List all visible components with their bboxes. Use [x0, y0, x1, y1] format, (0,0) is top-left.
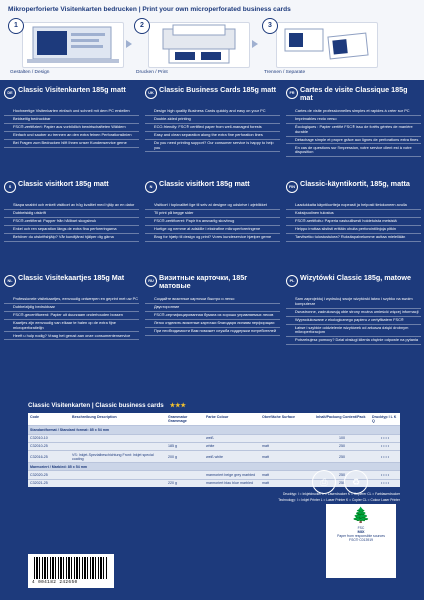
cell-printtype: • • • •: [370, 479, 400, 487]
list-item: Imprimables recto verso: [286, 116, 421, 124]
lang-title: Classic Visitenkarten 185g matt: [18, 85, 126, 94]
cell-desc: [70, 434, 166, 442]
list-item: Visitkort i topkvalitet lige til selv at designe og udskrive i øjeblikket: [145, 202, 280, 210]
cell-surface: matt: [260, 442, 314, 450]
fsc-mix: MIX: [357, 529, 365, 534]
cell-printtype: • • • •: [370, 450, 400, 462]
cell-desc: [70, 479, 166, 487]
list-item: Laadukkaita käyntikortteja nopeasti ja helposti tietokoneen avulla: [286, 202, 421, 210]
cell-code: C32016-25: [28, 450, 70, 462]
list-item: Tarvitsetko tulostustukea? Ruksitapalvelumme auttaa mielellään: [286, 234, 421, 242]
barcode: [28, 554, 114, 588]
lang-block-s: [4, 180, 139, 242]
table-header: Oberfläche Surface: [260, 413, 314, 426]
list-item: Łatwe i szybkie oddzielenie wizytówek od arkusza dzięki drobnym mikroperforacjom: [286, 325, 421, 338]
table-header: Code: [28, 413, 70, 426]
list-item: FSC®-zertifiziert: Papier aus vorbildlich bewirtschafteten Wäldern: [4, 124, 139, 132]
cell-surface: [260, 434, 314, 442]
list-item: Heeft u hulp nodig? Vraag het gerust aan onze consumentenservice: [4, 332, 139, 340]
list-item: Enkel och ren separation längs de extra fina perforeringarna: [4, 226, 139, 234]
list-item: FSC®-gecertificeerd: Papier uit duurzaam onderhouden bossen: [4, 312, 139, 320]
list-item: Do you need printing support? Our consumer service is happy to help you: [145, 140, 280, 153]
table-header-row: [28, 413, 400, 426]
cell-color: white: [204, 442, 260, 450]
cell-printtype: • • • •: [370, 442, 400, 450]
cell-gram: [166, 471, 204, 479]
table-title-text: Classic Visitenkarten | Classic business cards: [28, 402, 164, 409]
step-number-2: 2: [134, 18, 150, 34]
product-table-section: [28, 402, 400, 487]
lang-title: Визитные карточки, 185г матовые: [159, 273, 248, 290]
header-band: [0, 0, 424, 80]
step-number-1: 1: [8, 18, 24, 34]
list-item: Til print på begge sider: [145, 210, 280, 218]
step-caption-2: Drucken / Print: [136, 70, 168, 75]
list-item: Dubbelzijdig bedrukbaar: [4, 304, 139, 312]
table-header: Farbe Colour: [204, 413, 260, 426]
lang-title: Classic visitkort 185g matt: [18, 179, 109, 188]
cell-desc: [70, 471, 166, 479]
step-separate-illustration: [276, 22, 378, 68]
laptop-illustration: [23, 23, 123, 67]
lang-title: Classic Business Cards 185g matt: [159, 85, 277, 94]
cell-content: 250: [314, 479, 370, 487]
fsc-logo: [326, 504, 396, 578]
cell-desc: VS: Inkjet-Spezialbeschichtung Front: Inkjet special coating: [70, 450, 166, 462]
lang-block-de: [4, 86, 139, 148]
cell-gram: [166, 434, 204, 442]
product-table: [28, 413, 400, 487]
list-item: ECO-friendly: FSC® certified paper from well-managed forests: [145, 124, 280, 132]
legend-line-2: Technology: I = Inkjet Printer L = Laser Printer K = Copier CL = Colour Laser Printer: [278, 498, 400, 502]
list-item: Design high quality Business Cards quickly and easy on your PC: [145, 108, 280, 116]
recycle-icon: ♻: [344, 470, 368, 494]
arrow-right-icon: [126, 40, 132, 48]
list-item: Potrzebujesz pomocy? Dział obsługi klienta chętnie odpowie na pytania: [286, 337, 421, 345]
lang-badge: S: [4, 181, 16, 193]
step-caption-3: Trennen / Separate: [264, 70, 306, 75]
list-item: Double-sided printing: [145, 116, 280, 124]
cell-surface: matt: [260, 450, 314, 462]
list-item: Skapa snabbt och enkelt visitkort av hög kvalitet med hjälp av en dator: [4, 202, 139, 210]
table-group-row: [28, 426, 400, 434]
cell-surface: matt: [260, 479, 314, 487]
barcode-bars: [34, 557, 108, 579]
table-header: Inhalt/Packung Content/Pack: [314, 413, 370, 426]
list-item: Sam zaprojektuj i wydrukuj swoje wizytówki łatwo i szybko na swoim komputerze: [286, 296, 421, 309]
list-item: Einfach und sauber zu trennen an den extra feinen Perforationslinien: [4, 132, 139, 140]
printer-illustration: [149, 23, 249, 67]
cell-content: 250: [314, 471, 370, 479]
barcode-number: 4 004182 242650: [32, 580, 78, 585]
lang-block-ru: [145, 274, 280, 336]
cell-content: 250: [314, 450, 370, 462]
step-design-illustration: [22, 22, 124, 68]
list-item: Hochwertige Visitenkarten einfach und schnell mit dem PC erstellen: [4, 108, 139, 116]
group-label: Marmoriert / Marbled: 85 x 54 mm: [28, 463, 400, 471]
cell-code: C32020-25: [28, 471, 70, 479]
lang-block-fr: [286, 86, 421, 157]
lang-title: Classic visitkort 185g matt: [159, 179, 250, 188]
cell-color: weiß white: [204, 450, 260, 462]
list-item: FSC®-сертифицированная бумага из хорошо управляемых лесов: [145, 312, 280, 320]
lang-title: Classic Visitekaartjes 185g Mat: [18, 273, 125, 282]
list-item: FSC®-sertifioitu: Paperia vastuullisesti hoidetuista metsistä: [286, 218, 421, 226]
fsc-code: FSC® C013919: [349, 538, 373, 542]
cell-gram: 200 g: [166, 450, 204, 462]
list-item: Kaksipuolinen tulostus: [286, 210, 421, 218]
cell-content: 100: [314, 434, 370, 442]
lang-block-pl: [286, 274, 421, 345]
cell-gram: 185 g: [166, 442, 204, 450]
lang-block-n: [145, 180, 280, 242]
cell-printtype: • • • •: [370, 471, 400, 479]
list-item: Brug for hjælp til design og print? Vores kundeservice hjælper gerne: [145, 234, 280, 242]
lang-badge: FR: [286, 87, 298, 99]
lang-title: Classic-käyntikortit, 185g, matta: [300, 179, 410, 188]
legend-line-1: Drucktyp: I = Inkjetdrucker L = Laserdrucker K = Kopierer CL = Farblaserdrucker: [282, 492, 400, 496]
list-item: Двусторонние: [145, 304, 280, 312]
fsc-tree-icon: 🌲: [351, 507, 371, 524]
group-label: Standardformat / Standard format: 85 x 54 mm: [28, 426, 400, 434]
cell-code: C32021-25: [28, 479, 70, 487]
table-header: Beschreibung Description: [70, 413, 166, 426]
table-row: [28, 450, 400, 462]
list-item: FSC®-certificeret: Papir fra ansvarlig skovbrug: [145, 218, 280, 226]
cell-gram: 220 g: [166, 479, 204, 487]
table-row: [28, 442, 400, 450]
cell-color: marmoriert beige grey marbled: [204, 471, 260, 479]
list-item: Bei Fragen zum Bedrucken hilft Ihnen unser Kundenservice gerne: [4, 140, 139, 148]
list-item: При необходимости Вам поможет служба поддержки потребителей: [145, 328, 280, 336]
fsc-text: Paper from responsible sources: [337, 534, 385, 538]
list-item: Hurtige og nemme at adskille i ekstrafine mikroperforeringene: [145, 226, 280, 234]
list-item: Professionele visitekaartjes, eenvoudig ontwerpen en geprint met uw PC: [4, 296, 139, 304]
list-item: Wyprodukowane z ekologicznego papieru z certyfikatem FSC®: [286, 317, 421, 325]
lang-title: Wizytówki Classic 185g, matowe: [300, 273, 411, 282]
cards-illustration: [277, 23, 377, 67]
cell-code: C32010-10: [28, 434, 70, 442]
list-item: Kaartjes zijn eenvoudig van elkaar te halen op de extra fijne microperforatielijn: [4, 320, 139, 333]
list-item: Создайте визитные карточки быстро и легко: [145, 296, 280, 304]
step-number-3: 3: [262, 18, 278, 34]
arrow-right-icon: [252, 40, 258, 48]
list-item: Détachage simple et propre grâce aux lignes de perforations extra fines: [286, 137, 421, 145]
lang-badge: FIN: [286, 181, 298, 193]
list-item: FSC®-certifierat: Papper från hållbart skogsbruk: [4, 218, 139, 226]
lang-block-uk: [145, 86, 280, 152]
cell-surface: matt: [260, 471, 314, 479]
print-icon: ⎙: [312, 470, 336, 494]
step-caption-1: Gestalten / Design: [10, 70, 50, 75]
table-header: Drucktyp I L K Q: [370, 413, 400, 426]
lang-badge: DE: [4, 87, 16, 99]
cell-color: marmoriert blau blue marbled: [204, 479, 260, 487]
lang-badge: N: [145, 181, 157, 193]
cell-code: C32010-25: [28, 442, 70, 450]
cell-desc: [70, 442, 166, 450]
lang-badge: PL: [286, 275, 298, 287]
table-title: [28, 402, 400, 409]
table-group-row: [28, 463, 400, 471]
lang-block-nl: [4, 274, 139, 340]
list-item: Dwustronne, zadrukowują obie strony można umieścić więcej informacji: [286, 309, 421, 317]
lang-title: Cartes de visite Classique 185g mat: [300, 85, 408, 102]
list-item: Écologiques : Papier certifié FSC® issu de forêts gérées de manière durable: [286, 124, 421, 137]
list-item: Helppo irrottaa siististi erittäin ohuita perforointilinjoja pitkin: [286, 226, 421, 234]
list-item: En cas de questions sur l'impression, votre service client est à votre disposition: [286, 144, 421, 157]
cell-content: 250: [314, 442, 370, 450]
table-row: [28, 434, 400, 442]
lang-badge: RU: [145, 275, 157, 287]
fsc-label: FSC: [357, 526, 365, 530]
list-item: Beidseitig bedruckbar: [4, 116, 139, 124]
table-header: Grammatur Grammage: [166, 413, 204, 426]
lang-block-fin: [286, 180, 421, 242]
lang-badge: NL: [4, 275, 16, 287]
rating-stars: ★★★: [169, 403, 186, 409]
list-item: Легко отделить визитные карточки благодаря линиям перфорации: [145, 320, 280, 328]
step-print-illustration: [148, 22, 250, 68]
cell-color: weiß: [204, 434, 260, 442]
list-item: Dubbelsidig utskrift: [4, 210, 139, 218]
header-title: Mikroperforierte Visitenkarten bedrucken | Print your own microperforated business cards: [8, 6, 291, 13]
list-item: Easy and clean separation along the extra fine perforation lines: [145, 132, 280, 140]
lang-badge: UK: [145, 87, 157, 99]
cell-printtype: • • • •: [370, 434, 400, 442]
list-item: Cartes de visite professionnelles simples et rapides à créer sur PC: [286, 108, 421, 116]
list-item: Behöver du utskriftshjälp? Vår kundtjänst hjälper dig gärna: [4, 234, 139, 242]
